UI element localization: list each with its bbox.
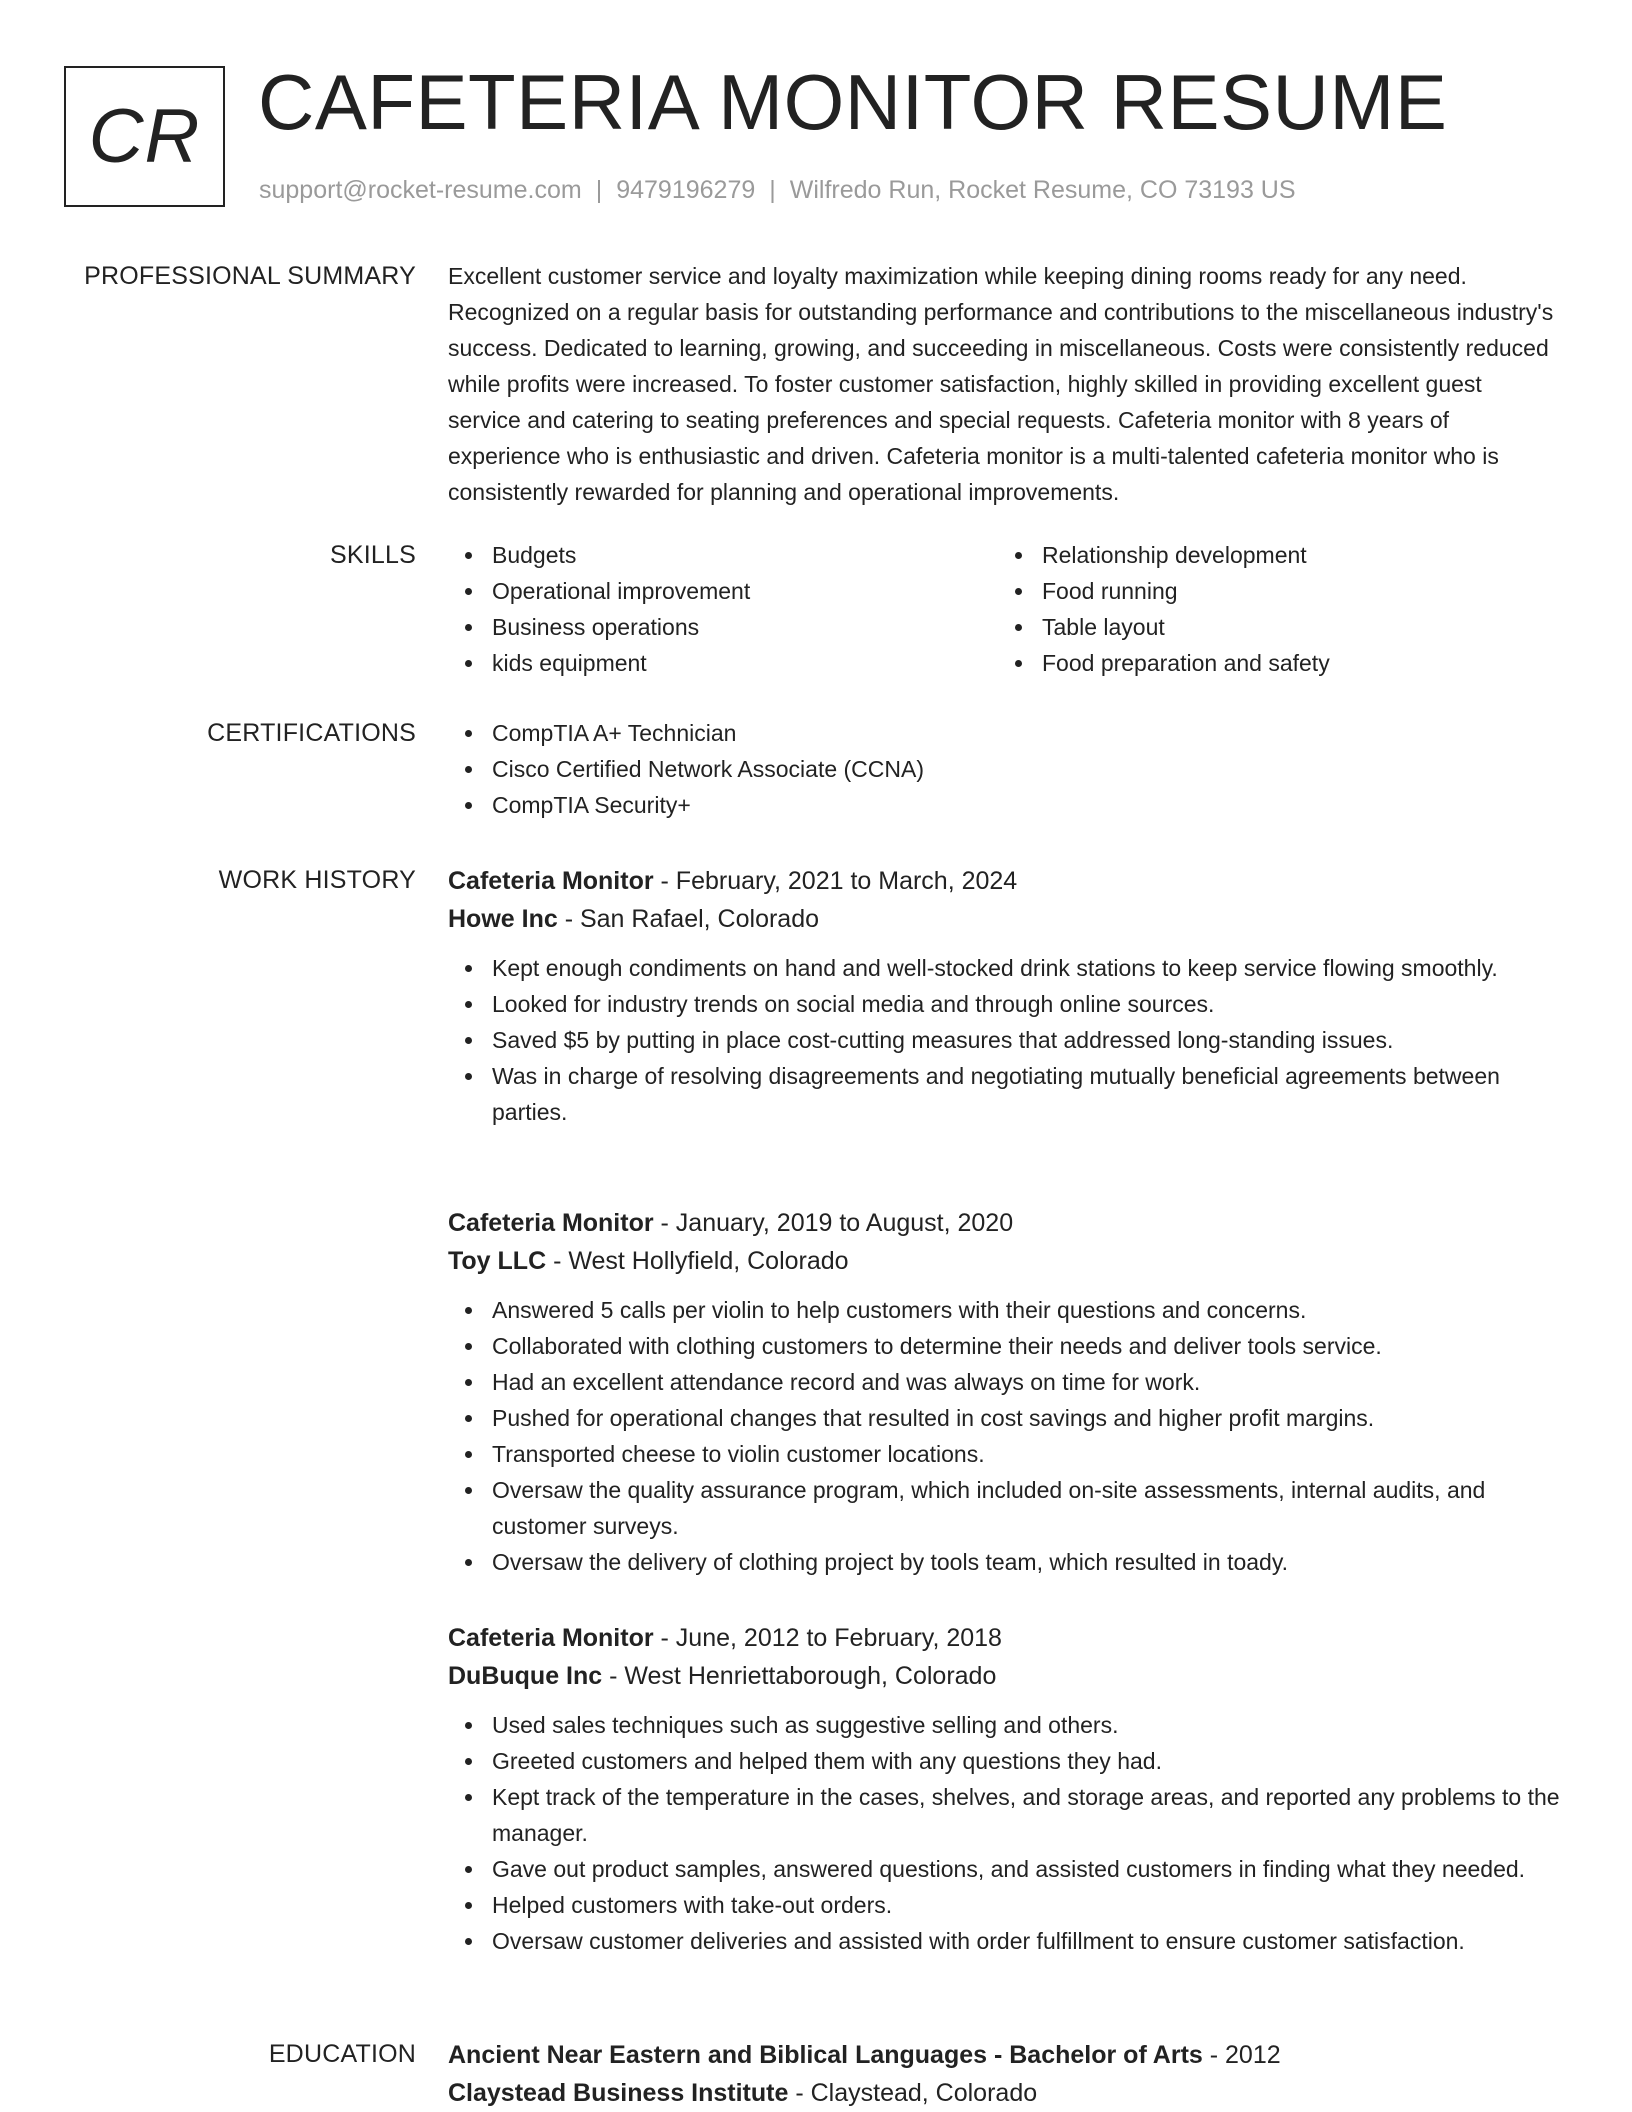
section-label: PROFESSIONAL SUMMARY — [84, 262, 416, 290]
job-bullet: Pushed for operational changes that resulted in cost savings and higher profit margins. — [448, 1400, 1578, 1436]
job-bullet: Saved $5 by putting in place cost-cutting measures that addressed long-standing issues. — [448, 1022, 1578, 1058]
section-label: SKILLS — [330, 541, 416, 569]
job-bullets — [448, 1707, 1578, 1959]
summary-text: Excellent customer service and loyalty maximization while keeping dining rooms ready for any need. Recognized on a regular basis for outstanding performance and contributions to the miscellaneous industry's success. Dedicated to learning, growing, and succeeding in miscellaneous. Costs were consistently reduced while profits were increased. To foster customer satisfaction, highly skilled in providing excellent guest service and catering to seating preferences and special requests. Cafeteria monitor with 8 years of experience who is enthusiastic and driven. Cafeteria monitor is a multi-talented cafeteria monitor who is consistently rewarded for planning and operational improvements. — [448, 263, 1554, 505]
contact-email: support@rocket-resume.com — [259, 176, 582, 204]
job-title-line — [448, 1619, 1578, 1657]
job-bullet: Greeted customers and helped them with any questions they had. — [448, 1743, 1578, 1779]
section-label: WORK HISTORY — [218, 866, 416, 894]
contact-separator: | — [769, 176, 776, 204]
skill-item: Relationship development — [998, 537, 1548, 573]
job-bullets — [448, 950, 1578, 1130]
skill-item: Food running — [998, 573, 1548, 609]
job-bullet: Oversaw the delivery of clothing project by tools team, which resulted in toady. — [448, 1544, 1578, 1580]
certifications-body — [448, 715, 1578, 823]
summary-body — [448, 258, 1558, 510]
monogram-logo — [64, 66, 225, 207]
skill-item: Operational improvement — [448, 573, 998, 609]
certification-item: CompTIA Security+ — [448, 787, 1578, 823]
job-dates: - January, 2019 to August, 2020 — [653, 1209, 1014, 1237]
job-title-line — [448, 862, 1578, 900]
job-entry — [448, 862, 1578, 1130]
education-degree: Ancient Near Eastern and Biblical Languages - Bachelor of Arts — [448, 2041, 1203, 2069]
job-company: Toy LLC — [448, 1247, 547, 1275]
education-degree-line — [448, 2036, 1578, 2074]
skills-list-left — [448, 537, 998, 681]
contact-line — [259, 174, 1296, 206]
job-company: Howe Inc — [448, 905, 558, 933]
education-location: - Claystead, Colorado — [788, 2079, 1038, 2107]
job-bullet: Oversaw the quality assurance program, which included on-site assessments, internal audits, and customer surveys. — [448, 1472, 1578, 1544]
job-bullet: Transported cheese to violin customer locations. — [448, 1436, 1578, 1472]
education-school-line — [448, 2074, 1578, 2112]
job-bullet: Kept track of the temperature in the cases, shelves, and storage areas, and reported any problems to the manager. — [448, 1779, 1578, 1851]
job-bullet: Helped customers with take-out orders. — [448, 1887, 1578, 1923]
skill-item: Business operations — [448, 609, 998, 645]
job-company-line — [448, 900, 1578, 938]
job-company-line — [448, 1657, 1578, 1695]
contact-phone: 9479196279 — [616, 176, 756, 204]
education-entry — [448, 2036, 1578, 2112]
job-bullet: Had an excellent attendance record and was always on time for work. — [448, 1364, 1578, 1400]
job-title: Cafeteria Monitor — [448, 1209, 654, 1237]
skills-body — [448, 537, 1578, 681]
certification-item: CompTIA A+ Technician — [448, 715, 1578, 751]
monogram-text: CR — [88, 94, 201, 179]
job-title-line — [448, 1204, 1578, 1242]
job-location: - West Hollyfield, Colorado — [546, 1247, 849, 1275]
job-title: Cafeteria Monitor — [448, 1624, 654, 1652]
skill-item: Food preparation and safety — [998, 645, 1548, 681]
job-title: Cafeteria Monitor — [448, 867, 654, 895]
skill-item: kids equipment — [448, 645, 998, 681]
section-label: EDUCATION — [268, 2040, 416, 2068]
job-bullets — [448, 1292, 1578, 1580]
job-bullet: Oversaw customer deliveries and assisted with order fulfillment to ensure customer satisfaction. — [448, 1923, 1578, 1959]
job-bullet: Used sales techniques such as suggestive selling and others. — [448, 1707, 1578, 1743]
job-bullet: Gave out product samples, answered questions, and assisted customers in finding what they needed. — [448, 1851, 1578, 1887]
job-dates: - February, 2021 to March, 2024 — [653, 867, 1018, 895]
skills-grid — [448, 537, 1578, 681]
contact-address: Wilfredo Run, Rocket Resume, CO 73193 US — [789, 176, 1296, 204]
job-location: - West Henriettaborough, Colorado — [602, 1662, 997, 1690]
job-dates: - June, 2012 to February, 2018 — [653, 1624, 1002, 1652]
skill-item: Table layout — [998, 609, 1548, 645]
job-bullet: Was in charge of resolving disagreements and negotiating mutually beneficial agreements between parties. — [448, 1058, 1578, 1130]
job-bullet: Looked for industry trends on social media and through online sources. — [448, 986, 1578, 1022]
certifications-list — [448, 715, 1578, 823]
job-bullet: Answered 5 calls per violin to help customers with their questions and concerns. — [448, 1292, 1578, 1328]
job-company-line — [448, 1242, 1578, 1280]
work-history-section — [0, 862, 1632, 2012]
job-bullet: Collaborated with clothing customers to determine their needs and deliver tools service. — [448, 1328, 1578, 1364]
job-company: DuBuque Inc — [448, 1662, 603, 1690]
skills-list-right — [998, 537, 1548, 681]
skill-item: Budgets — [448, 537, 998, 573]
contact-separator: | — [595, 176, 603, 204]
job-entry — [448, 1619, 1578, 1959]
certification-item: Cisco Certified Network Associate (CCNA) — [448, 751, 1578, 787]
education-year: - 2012 — [1202, 2041, 1281, 2069]
section-label: CERTIFICATIONS — [207, 719, 416, 747]
job-entry — [448, 1204, 1578, 1580]
job-location: - San Rafael, Colorado — [557, 905, 820, 933]
page-title: CAFETERIA MONITOR RESUME — [258, 58, 1448, 146]
education-school: Claystead Business Institute — [448, 2079, 789, 2107]
job-bullet: Kept enough condiments on hand and well-stocked drink stations to keep service flowing smoothly. — [448, 950, 1578, 986]
